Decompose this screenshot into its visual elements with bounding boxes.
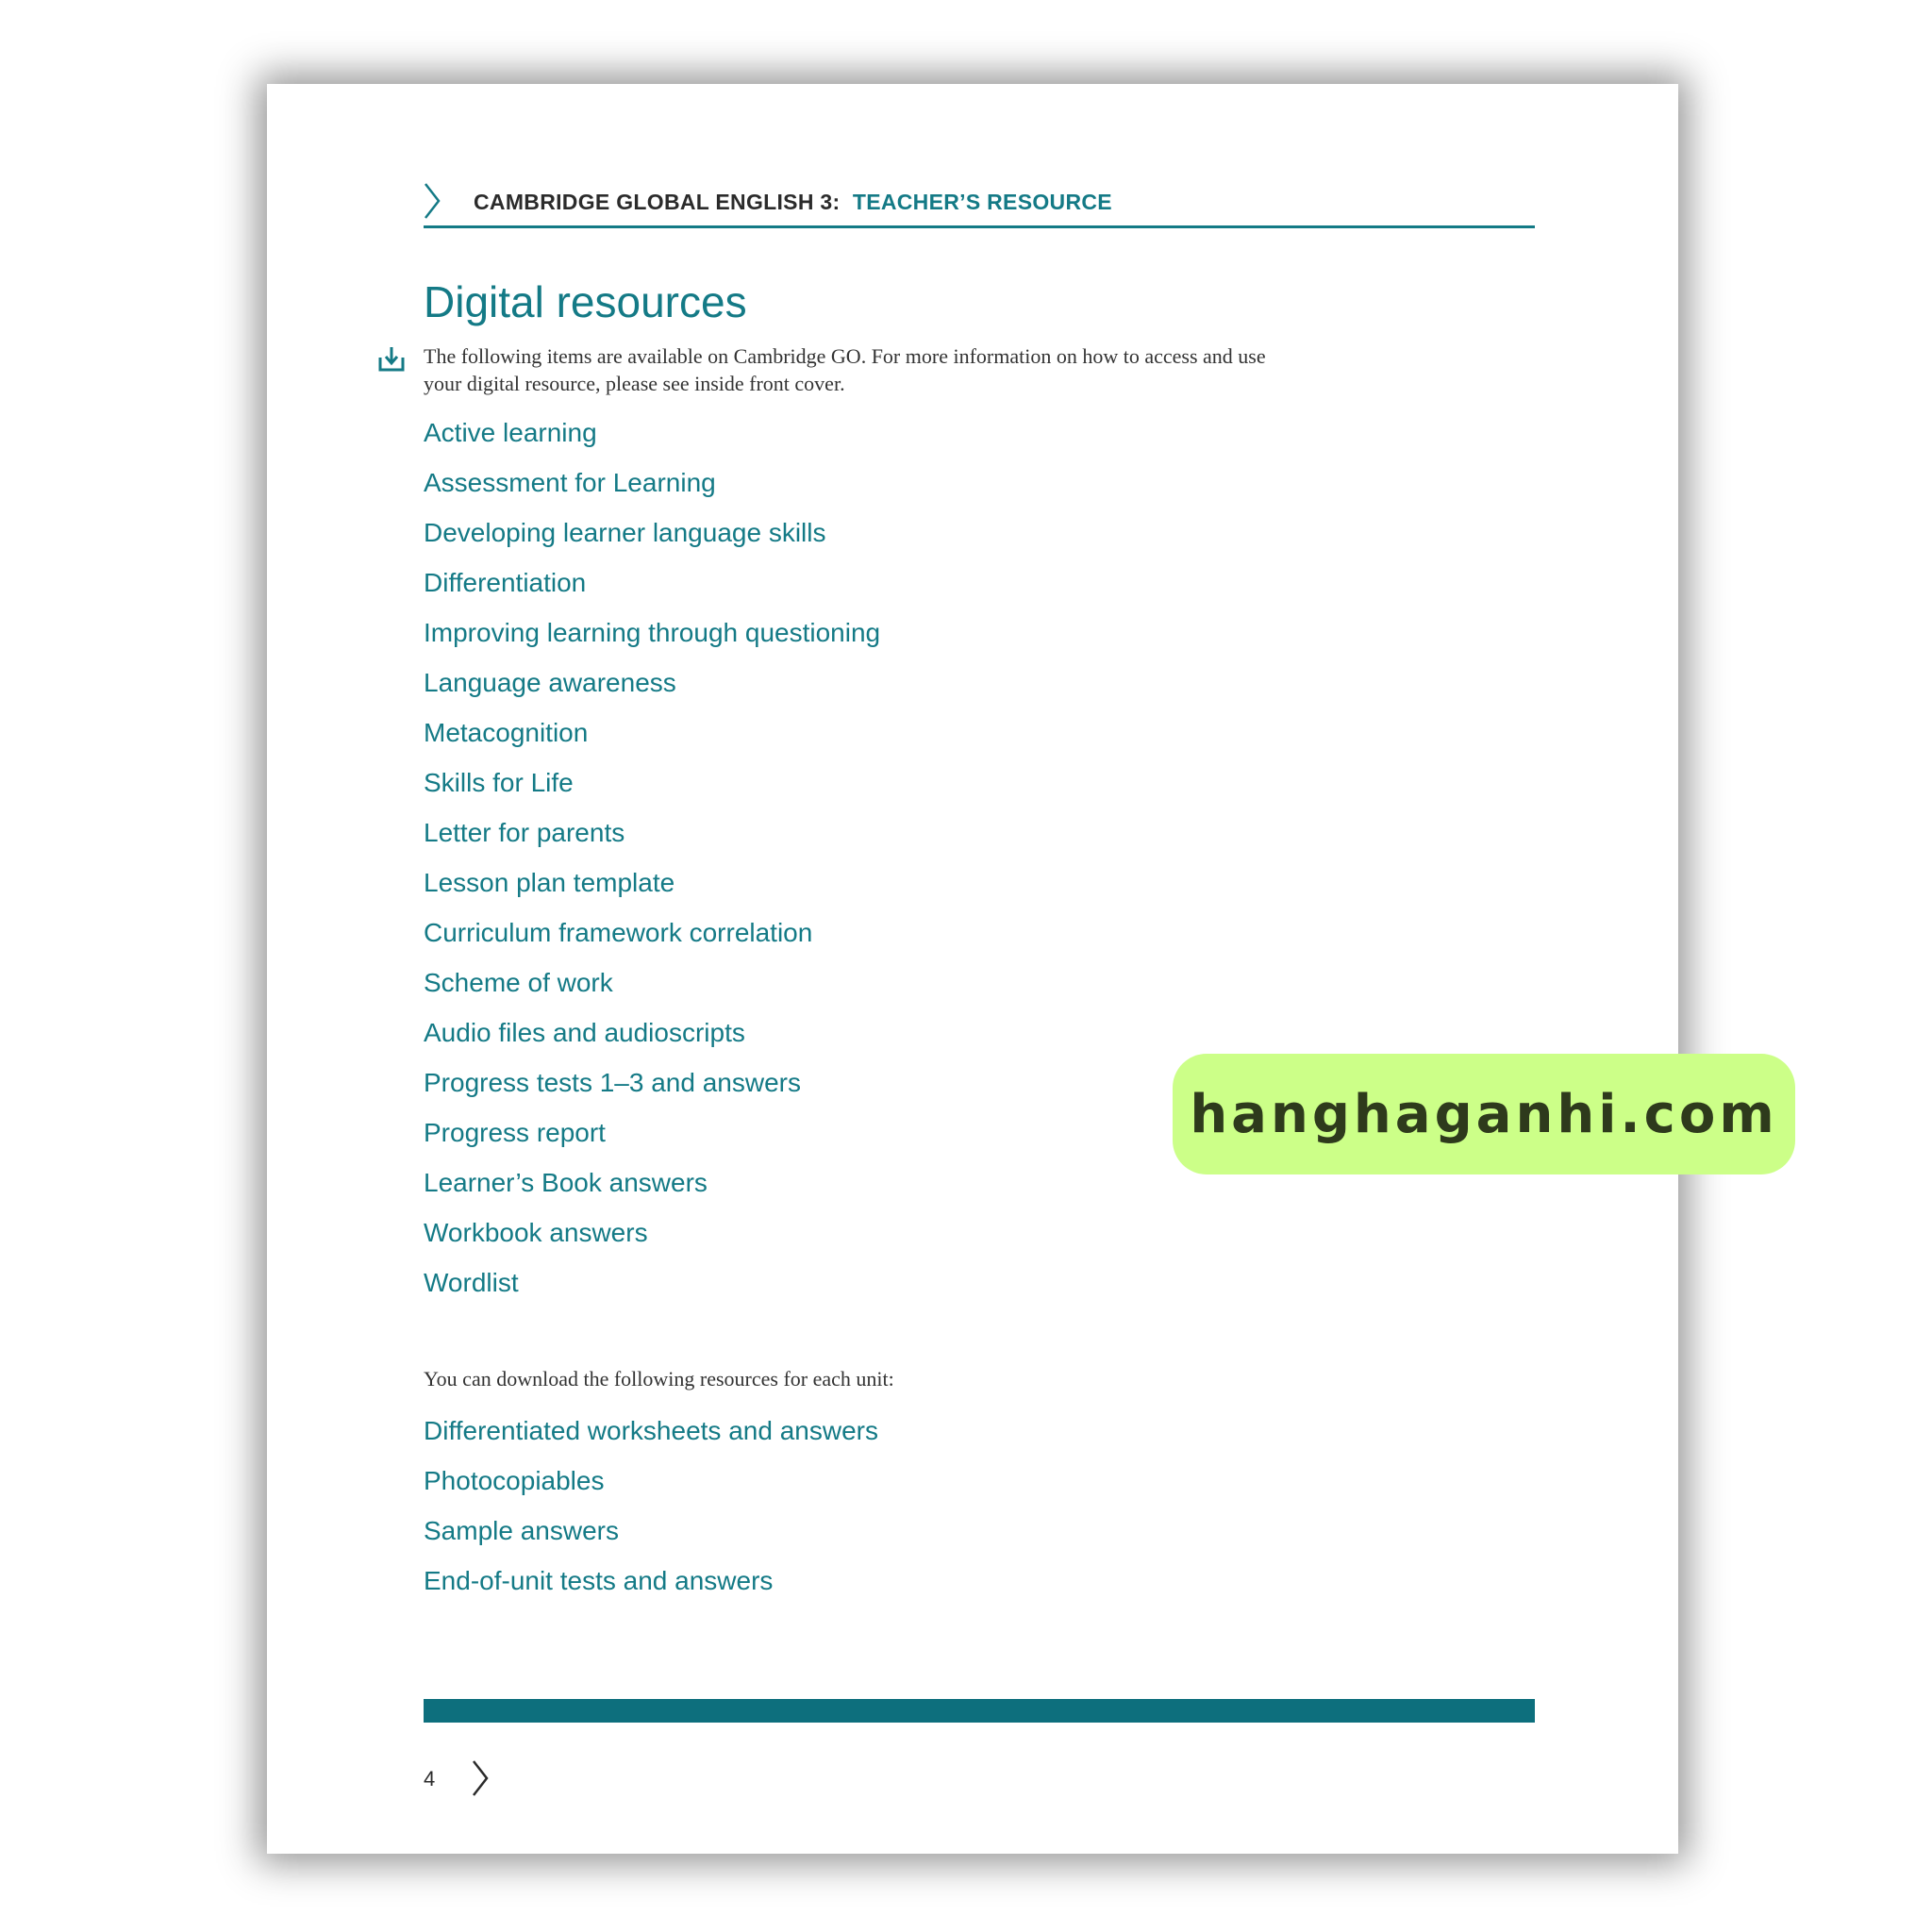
resource-list — [424, 417, 880, 1317]
resource-item[interactable]: Scheme of work — [424, 968, 613, 997]
resource-item[interactable]: Differentiation — [424, 568, 587, 597]
watermark-badge: hanghaganhi.com — [1173, 1054, 1795, 1174]
resource-item[interactable]: Audio files and audioscripts — [424, 1018, 745, 1047]
resource-item[interactable]: Learner’s Book answers — [424, 1168, 708, 1197]
resource-item[interactable]: Progress report — [424, 1118, 606, 1147]
resource-item[interactable]: Metacognition — [424, 718, 589, 747]
chevron-right-icon — [472, 1759, 489, 1797]
section-title: TEACHER’S RESOURCE — [852, 190, 1112, 214]
page-number: 4 — [424, 1767, 436, 1790]
resource-item[interactable]: Assessment for Learning — [424, 468, 716, 497]
resource-item[interactable]: Developing learner language skills — [424, 518, 826, 547]
chevron-right-icon — [424, 182, 441, 220]
resource-item[interactable]: Active learning — [424, 418, 597, 447]
page-title: Digital resources — [424, 277, 747, 326]
footer-bar — [424, 1699, 1535, 1723]
unit-resource-item[interactable]: Photocopiables — [424, 1466, 605, 1495]
page-header — [424, 182, 1535, 228]
resource-item[interactable]: Progress tests 1–3 and answers — [424, 1068, 801, 1097]
resource-item[interactable]: Lesson plan template — [424, 868, 675, 897]
resource-item[interactable]: Skills for Life — [424, 768, 574, 797]
resource-item[interactable]: Wordlist — [424, 1268, 519, 1297]
resource-item[interactable]: Improving learning through questioning — [424, 618, 881, 647]
unit-resource-list — [424, 1415, 878, 1615]
download-icon — [377, 344, 406, 373]
header-title — [474, 190, 1112, 215]
document-page — [267, 84, 1778, 1854]
book-title: CAMBRIDGE GLOBAL ENGLISH 3: — [474, 190, 841, 214]
resource-item[interactable]: Language awareness — [424, 668, 676, 697]
unit-resource-item[interactable]: End-of-unit tests and answers — [424, 1566, 774, 1595]
unit-resource-item[interactable]: Sample answers — [424, 1516, 619, 1545]
resource-item[interactable]: Letter for parents — [424, 818, 625, 847]
resource-item[interactable]: Curriculum framework correlation — [424, 918, 813, 947]
unit-resource-item[interactable]: Differentiated worksheets and answers — [424, 1416, 878, 1445]
resource-item[interactable]: Workbook answers — [424, 1218, 648, 1247]
intro-text: The following items are available on Cambridge GO. For more information on how to access and use your digital resource, please see inside front cover. — [424, 344, 1266, 395]
unit-intro-text: You can download the following resources for each unit: — [424, 1367, 894, 1391]
